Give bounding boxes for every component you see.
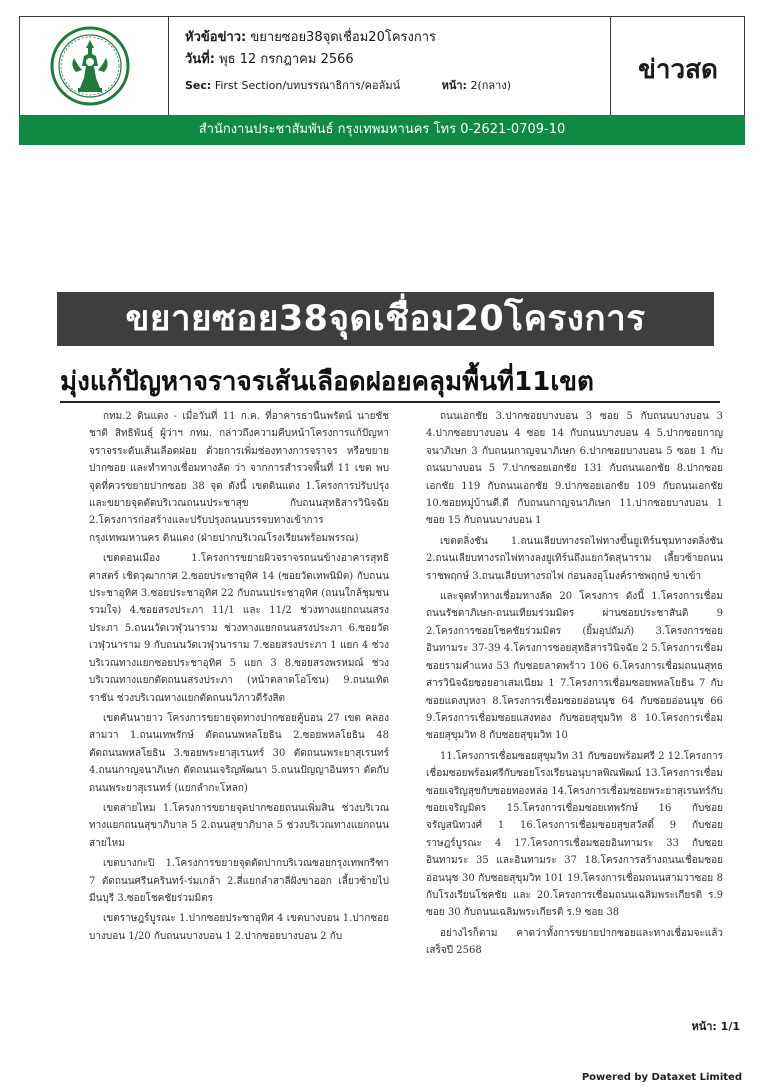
date-row	[185, 49, 605, 71]
page-value: 2(กลาง)	[470, 79, 511, 92]
date-label: วันที่:	[185, 52, 215, 67]
paragraph: ถนนเอกชัย 3.ปากซอยบางบอน 3 ซอย 5 กับถนนบางบอน 3 4.ปากซอยบางบอน 4 ซอย 14 กับถนนบางบอน 4 5.ปากซอยกาญจนาภิเษก 3 กับถนนกาญจนาภิเษก 6.ปากซอยบางบอน 5 ซอย 1 กับถนนบางบอน 5 7.ปากซอยเอกชัย 131 กับถนนเอกชัย 8.ปากซอยเอกชัย 119 กับถนนเอกชัย 9.ปากซอยเอกชัย 109 กับถนนเอกชัย 10.ซอยหมู่บ้านดี.ดี กับถนนกาญจนาภิเษก 11.ปากซอยบางบอน 1 ซอย 15 กับถนนบางบอน 1	[426, 411, 723, 527]
subject-row	[185, 27, 605, 49]
logo-cell	[20, 17, 169, 115]
article-column-right	[426, 408, 723, 957]
news-header	[19, 16, 745, 116]
section-row	[185, 75, 605, 97]
subject-value: ขยายซอย38จุดเชื่อม20โครงการ	[250, 30, 437, 45]
news-type: ข่าวสด	[638, 55, 718, 85]
page-number: หน้า: 1/1	[691, 1020, 740, 1033]
paragraph: เขตคันนายาว โครงการขยายจุดทางปากซอยคู้บอน 27 เขต คลองสามวา 1.ถนนเทพรักษ์ ตัดถนนพหลโยธิน 2.ซอยพหลโยธิน 48 ตัดถนนพหลโยธิน 3.ซอยพระยาสุเรนทร์ 30 ตัดถนนพระยาสุเรนทร์ 4.ถนนกาญจนาภิเษก ตัดถนนเจริญพัฒนา 5.ถนนปัญญาอินทรา ตัดกับถนนพระยาสุเรนทร์ (แยกลำกะโหลก)	[89, 712, 389, 794]
section-value: First Section/บทบรรณาธิการ/คอลัมน์	[214, 79, 401, 92]
news-type-cell	[610, 17, 745, 115]
paragraph: กทม.2 ดินแดง - เมื่อวันที่ 11 ก.ค. ที่อาคารธานีนพรัตน์ นายชัชชาติ สิทธิพันธุ์ ผู้ว่าฯ กทม. กล่าวถึงความคืบหน้าโครงการแก้ปัญหาจราจรระดับเส้นเลือดฝอย ด้วยการเพิ่มช่องทางการจราจร หรือขยายปากซอย และทำทางเชื่อมทางลัด ว่า จากการสำรวจพื้นที่ 11 เขต พบจุดที่ควรขยายปากซอย 38 จุด ดังนี้ เขตดินแดง 1.โครงการปรับปรุงและขยายจุดตัดบริเวณถนนประชาสุข กับถนนสุทธิสารวินิจฉัย 2.โครงการก่อสร้างและปรับปรุงถนนบรรจบทางเข้าการกรุงเทพมหานคร ดินแดง (ฝ่ายปากบริเวณโรงเรียนพร้อมพรรณ)	[89, 411, 389, 544]
article-column-left	[89, 408, 389, 942]
headline: ขยายซอย38จุดเชื่อม20โครงการ	[57, 292, 714, 346]
section-label: Sec:	[185, 79, 212, 92]
paragraph: เขตราษฎร์บูรณะ 1.ปากซอยประชาอุทิศ 4 เขตบางบอน 1.ปากซอยบางบอน 1/20 กับถนนบางบอน 1 2.ปากซอยบางบอน 2 กับ	[89, 913, 389, 942]
paragraph: อย่างไรก็ตาม คาดว่าทั้งการขยายปากซอยและทางเชื่อมจะแล้วเสร็จปี 2568	[426, 927, 723, 957]
news-info	[185, 27, 605, 97]
paragraph: 11.โครงการเชื่อมซอยสุขุมวิท 31 กับซอยพร้อมศรี 2 12.โครงการเชื่อมซอยพร้อมศรีกับซอยโรงเรียนอนุบาลพิณพัฒน์ 13.โครงการเชื่อมซอยเจริญสุขกับซอยทองหล่อ 14.โครงการเชื่อมซอยพระยาสุเรนทร์กับซอยเจริญมิตร 15.โครงการเชื่อมซอยเทพรักษ์ 16 กับซอยจรัญสนิทวงศ์ 1 16.โครงการเชื่อมซอยสุขสวัสดิ์ 9 กับซอยราษฎร์บูรณะ 4 17.โครงการเชื่อมซอยอินทามระ 33 กับซอยอินทามระ 35 และอินทามระ 37 18.โครงการสร้างถนนเชื่อมซอยอ่อนนุช 30 กับซอยสุขุมวิท 101 19.โครงการเชื่อมถนนสามวาซอย 8 กับโรงเรียนโชคชัย และ 20.โครงการเชื่อมถนนเฉลิมพระเกียรติ ร.9 ซอย 30 กับถนนเฉลิมพระเกียรติ ร.9 ซอย 38	[426, 750, 723, 919]
subject-label: หัวข้อข่าว:	[185, 30, 247, 45]
paragraph: และจุดทำทางเชื่อมทางลัด 20 โครงการ ดังนี้ 1.โครงการเชื่อมถนนรัชดาภิเษก-ถนนเทียมร่วมมิตร ผ่านซอยประชาสันติ 9 2.โครงการซอยโชคชัยร่วมมิตร (ยิ้มอุปถัมภ์) 3.โครงการซอยอินทามระ 37-39 4.โครงการซอยสุทธิสารวินิจฉัย 2 5.โครงการเชื่อมซอยรามคำแหง 53 กับซอยลาดพร้าว 106 6.โครงการเชื่อมถนนสุทธสารวินิจฉัยซอยอาเสมเนียม 1 7.โครงการเชื่อมซอยพหลโยธิน 7 กับซอยแดงบุหงา 8.โครงการเชื่อมซอยอ่อนนุช 64 กับซอยอ่อนนุช 66 9.โครงการเชื่อมซอยแสงทอง กับซอยสุขุมวิท 8 10.โครงการเชื่อมซอยสุขุมวิท 8 กับซอยสุขุมวิท 10	[426, 591, 723, 742]
bangkok-city-emblem-icon	[50, 26, 130, 106]
office-bar: สำนักงานประชาสัมพันธ์ กรุงเทพมหานคร โทร 0-2621-0709-10	[19, 115, 745, 145]
paragraph: เขตสายไหม 1.โครงการขยายจุดปากซอยถนนเพิ่มสิน ช่วงบริเวณทางแยกถนนสุขาภิบาล 5 2.ถนนสุขาภิบาล 5 ช่วงบริเวณทางแยกถนนสายไหม	[89, 802, 389, 849]
page-label: หน้า:	[441, 79, 467, 92]
paragraph: เขตบางกะปิ 1.โครงการขยายจุดตัดปากบริเวณซอยกรุงเทพกรีฑา 7 ตัดถนนศรีนครินทร์-ร่มเกล้า 2.สี่แยกลำสาลีฝั่งขาออก เลี้ยวซ้ายไปมีนบุรี 3.ซอยโชคชัยร่วมมิตร	[89, 858, 389, 904]
subheadline-underline	[60, 401, 720, 403]
paragraph: เขตตลิ่งชัน 1.ถนนเลียบทางรถไฟทางขึ้นยูเทิร์นชุมทางตลิ่งชัน 2.ถนนเลียบทางรถไฟทางลงยูเทิร์นถึงแยกวัดสุนาราม เลี้ยวซ้ายถนนราชพฤกษ์ 3.ถนนเลียบทางรถไฟ ก่อนลงอุโมงค์ราชพฤกษ์ ขาเข้า	[426, 535, 723, 582]
paragraph: เขตดอนเมือง 1.โครงการขยายผิวจราจรถนนข้างอาคารสุทธิศาสตร์ เชิดวุฒากาศ 2.ซอยประชาอุทิศ 14 (ซอยวัดเทพนิมิต) กับถนนประชาอุทิศ 3.ซอยประชาอุทิศ 22 กับถนนประชาอุทิศ (ถนนใกล้ชุมชนรวมใจ) 4.ซอยสรงประภา 11/1 และ 11/2 ช่วงทางแยกถนนสรงประภา 5.ถนนวัดเวฬุวนาราม ช่วงทางแยกถนนสรงประภา 6.ซอยวัดเวฬุวนาราม 9 กับถนนวัดเวฬุวนาราม 7.ซอยสรงประภา 1 แยก 4 ช่วงบริเวณทางแยกซอยประชาอุทิศ 5 แยก 3 8.ซอยสรงพรหมณ์ ช่วงบริเวณทางแยกตัดถนนสรงประภา (หน้าตลาดโอโซน) 9.ถนนเทิดราชัน ช่วงบริเวณทางแยกตัดถนนวิภาวดีรังสิต	[89, 553, 389, 704]
date-value: พุธ 12 กรกฎาคม 2566	[219, 52, 354, 67]
powered-by: Powered by Dataxet Limited	[581, 1072, 742, 1083]
subheadline: มุ่งแก้ปัญหาจราจรเส้นเลือดฝอยคลุมพื้นที่11เขต	[60, 367, 594, 397]
